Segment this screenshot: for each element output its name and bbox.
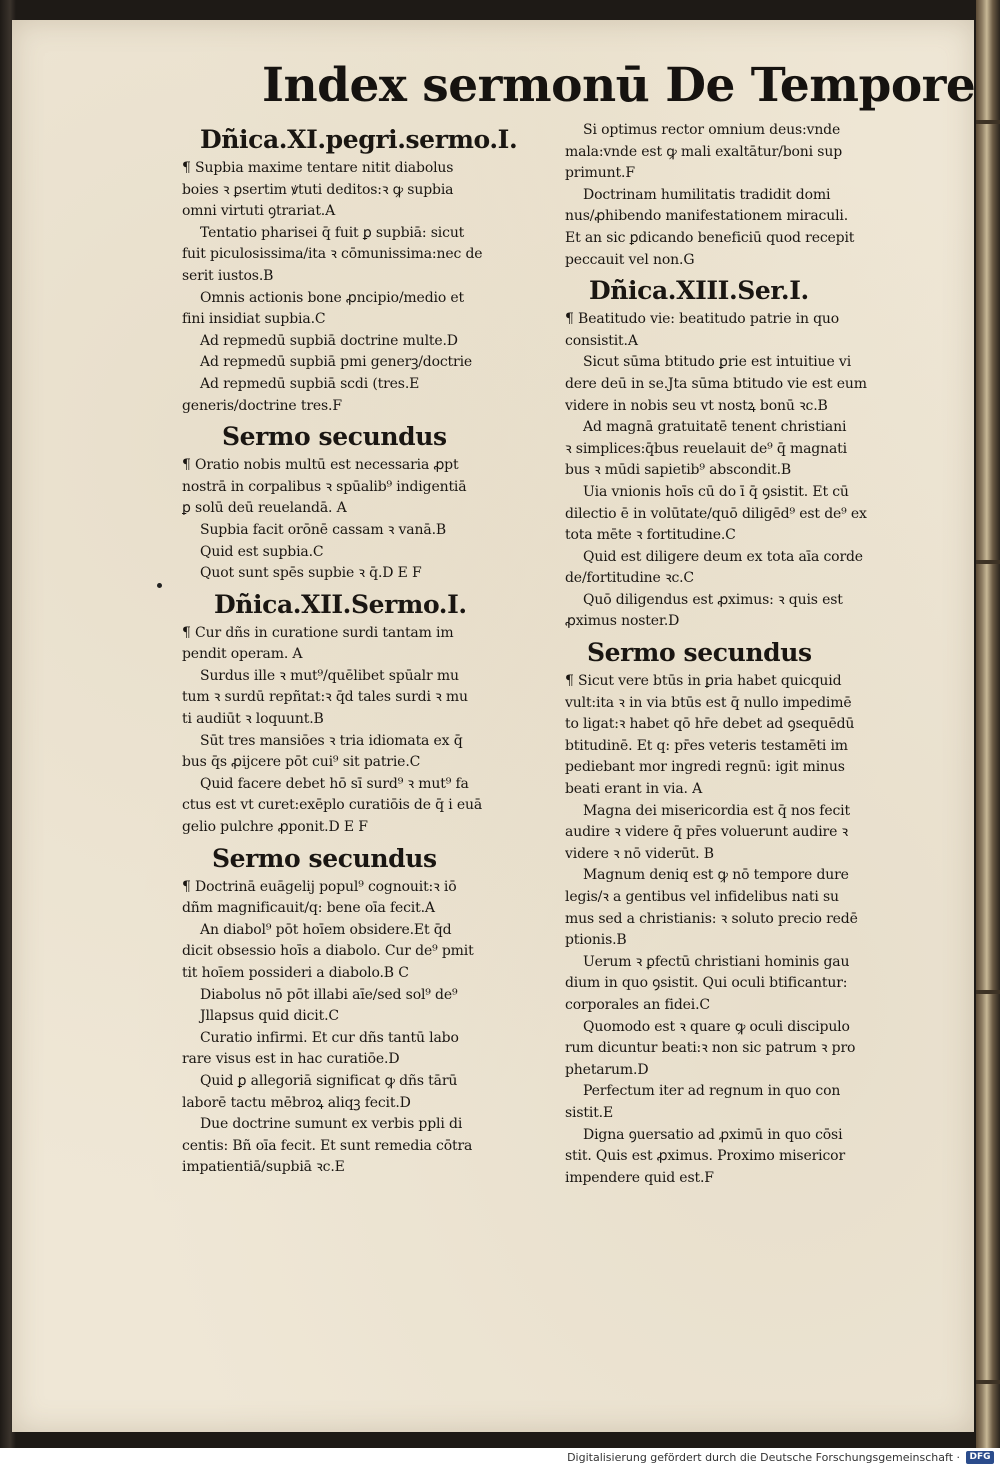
index-entry-line: ¶ Oratio nobis multū est necessaria ꝓpt (182, 457, 459, 474)
ink-spot (157, 583, 162, 588)
index-entry-line: ꝓximus noster.D (565, 613, 680, 630)
index-entry-line: tit hoīem possideri a diabolo.B C (182, 965, 409, 981)
index-entry-line: tum ꝛ surdū repñtat:ꝛ q̄d tales surdi ꝛ mu (182, 689, 468, 706)
index-entry-line: Sicut sūma btitudo ꝑrie est intuitiue vi (583, 354, 852, 371)
spine-band (976, 120, 1000, 124)
index-entry-line: vult:ita ꝛ in via btūs est q̄ nullo impedimē (565, 694, 852, 711)
index-entry-line: ¶ Sicut vere btūs in ꝑria habet quicquid (565, 673, 842, 690)
index-entry-line: Quid facere debet hō sī surd⁹ ꝛ mut⁹ fa (200, 775, 469, 792)
index-entry-line: Magnum deniq est ꝙ nō tempore dure (583, 867, 849, 884)
left-column (182, 120, 560, 1179)
index-entry-line: Jllapsus quid dicit.C (200, 1008, 339, 1025)
index-entry-line: Uia vnionis hoīs cū do ī q̄ ꝯsistit. Et cū (583, 483, 849, 500)
book-spine (976, 0, 1000, 1448)
index-entry-line: btitudinē. Et q: pr̄es veteris testamēti im (565, 737, 848, 754)
index-entry-line: de/fortitudine ꝛc.C (565, 570, 694, 587)
index-entry-line: Tentatio pharisei q̄ fuit ꝑ supbiā: sicut (200, 224, 465, 241)
index-entry-line: Diabolus nō pōt illabi aīe/sed sol⁹ de⁹ (200, 986, 458, 1003)
section-heading: Sermo secundus (587, 638, 812, 668)
spine-band (976, 990, 1000, 994)
funding-notice: Digitalisierung gefördert durch die Deutsche Forschungsgemeinschaft · (567, 1451, 960, 1464)
index-entry-line: Magna dei misericordia est q̄ nos fecit (583, 802, 850, 819)
index-entry-line: stit. Quis est ꝓximus. Proximo misericor (565, 1148, 845, 1165)
dfg-logo: DFG (966, 1451, 994, 1464)
index-entry-line: sistit.E (565, 1104, 614, 1121)
index-entry-line: Curatio infirmi. Et cur dñs tantū labo (200, 1029, 459, 1046)
index-entry-line: mus sed a christianis: ꝛ soluto precio redē (565, 910, 858, 927)
index-entry-line: legis/ꝛ a gentibus vel infidelibus nati su (565, 889, 839, 905)
index-entry-line: Sūt tres mansiōes ꝛ tria idiomata ex q̄ (200, 732, 463, 749)
index-entry-line: ptionis.B (565, 932, 627, 949)
index-entry-line: Quomodo est ꝛ quare ꝙ oculi discipulo (583, 1018, 850, 1035)
index-entry-line: boies ꝛ ꝑsertim ꝟtuti deditos:ꝛ ꝙ supbia (182, 181, 454, 198)
index-entry-line: gelio pulchre ꝓponit.D E F (182, 819, 368, 836)
index-entry-line: dicit obsessio hoīs a diabolo. Cur de⁹ pmit (182, 943, 474, 960)
index-entry-line: rare visus est in hac curatiōe.D (182, 1051, 400, 1068)
index-entry-line: ctus est vt curet:exēplo curatiōis de q̄ i euā (182, 797, 483, 814)
index-entry-line: nostrā in corpalibus ꝛ spūalib⁹ indigentiā (182, 478, 467, 495)
index-entry-line: dere deū in se.Jta sūma btitudo vie est eum (565, 375, 867, 392)
index-entry-line: fini insidiat supbia.C (182, 311, 326, 328)
index-entry-line: ꝛ simplices:q̄bus reuelauit de⁹ q̄ magnati (565, 440, 847, 457)
index-entry-line: Si optimus rector omnium deus:vnde (583, 122, 841, 138)
index-entry-line: Quid est diligere deum ex tota aīa corde (583, 548, 863, 565)
index-entry-line: dilectio ē in volūtate/quō diligēd⁹ est de⁹ ex (565, 505, 867, 522)
index-entry-line: dñm magnificauit/q: bene oīa fecit.A (182, 900, 435, 917)
index-entry-line: Quot sunt spēs supbie ꝛ q̄.D E F (200, 565, 422, 582)
spine-band (976, 1380, 1000, 1384)
index-entry-line: An diabol⁹ pōt hoīem obsidere.Et q̄d (200, 921, 452, 938)
index-entry-line: to ligat:ꝛ habet qō hr̄e debet ad ꝯsequēdū (565, 716, 855, 733)
index-entry-line: Ad magnā gratuitatē tenent christiani (583, 419, 847, 436)
index-entry-line: ¶ Beatitudo vie: beatitudo patrie in quo (565, 311, 840, 328)
index-entry-line: Et an sic ꝑdicando beneficiū quod recepit (565, 229, 855, 246)
index-entry-line: centis: Bñ oīa fecit. Et sunt remedia cōtra (182, 1137, 473, 1154)
index-entry-line: Due doctrine sumunt ex verbis ppli di (200, 1116, 463, 1133)
index-entry-line: ¶ Supbia maxime tentare nitit diabolus (182, 160, 454, 176)
index-entry-line: Ad repmedū supbiā pmi generꝫ/doctrie (200, 354, 473, 371)
section-heading: Sermo secundus (212, 843, 437, 873)
index-entry-line: serit iustos.B (182, 267, 274, 284)
index-entry-line: Ad repmedū supbiā scdi (tres.E (200, 375, 420, 392)
index-entry-line: Quid est supbia.C (200, 543, 324, 560)
index-entry-line: pediebant mor ingredi regnū: igit minus (565, 759, 845, 776)
index-entry-line: mala:vnde est ꝙ mali exaltātur/boni sup (565, 143, 843, 160)
index-entry-line: videre in nobis seu vt nostꝝ bonū ꝛc.B (565, 397, 828, 414)
index-entry-line: Surdus ille ꝛ mut⁹/quēlibet spūalr mu (200, 667, 459, 684)
index-entry-line: generis/doctrine tres.F (182, 397, 342, 414)
index-entry-line: primunt.F (565, 165, 635, 182)
section-heading: Sermo secundus (222, 422, 447, 452)
index-entry-line: Perfectum iter ad regnum in quo con (583, 1083, 841, 1100)
index-entry-line: rum dicuntur beati:ꝛ non sic patrum ꝛ pro (565, 1040, 856, 1057)
index-entry-line: audire ꝛ videre q̄ pr̄es voluerunt audire ꝛ (565, 824, 849, 841)
index-entry-line: fuit piculosissima/ita ꝛ cōmunissima:nec de (182, 246, 483, 263)
spine-band (976, 560, 1000, 564)
footer-bar (0, 1448, 1000, 1468)
index-entry-line: tota mēte ꝛ fortitudine.C (565, 527, 736, 544)
index-entry-line: nus/ꝓhibendo manifestationem miraculi. (565, 208, 849, 225)
index-entry-line: beati erant in via. A (565, 781, 703, 798)
right-column (565, 120, 931, 1189)
index-entry-line: videre ꝛ nō viderūt. B (565, 845, 714, 862)
index-entry-line: Doctrinam humilitatis tradidit domi (583, 186, 831, 203)
index-entry-line: ti audiūt ꝛ loquunt.B (182, 711, 324, 728)
index-entry-line: pendit operam. A (182, 646, 303, 663)
section-heading: Dñica.XII.Sermo.I. (214, 589, 467, 619)
section-heading: Dñica.XIII.Ser.I. (589, 276, 809, 306)
index-entry-line: peccauit vel non.G (565, 251, 695, 268)
index-entry-line: Uerum ꝛ ꝑfectū christiani hominis gau (583, 953, 850, 970)
index-entry-line: ¶ Cur dñs in curatione surdi tantam im (182, 624, 454, 641)
index-entry-line: bus q̄s ꝓijcere pōt cui⁹ sit patrie.C (182, 754, 421, 771)
index-entry-line: ꝑ solū deū reuelandā. A (182, 500, 347, 517)
index-entry-line: impendere quid est.F (565, 1169, 714, 1186)
index-entry-line: Digna ꝯuersatio ad ꝓximū in quo cōsi (583, 1126, 843, 1143)
page-title: Index sermonū De Tempore (262, 58, 976, 113)
index-entry-line: corporales an fidei.C (565, 996, 710, 1013)
index-entry-line: consistit.A (565, 332, 638, 349)
section-heading: Dñica.XI.pegri.sermo.I. (200, 125, 518, 154)
index-entry-line: Quō diligendus est ꝓximus: ꝛ quis est (583, 591, 843, 608)
index-entry-line: omni virtuti ꝯtrariat.A (182, 203, 336, 220)
index-entry-line: Supbia facit orōnē cassam ꝛ vanā.B (200, 521, 447, 538)
index-entry-line: Ad repmedū supbiā doctrine multe.D (200, 332, 458, 349)
index-entry-line: Omnis actionis bone ꝓncipio/medio et (200, 289, 465, 306)
index-entry-line: impatientiā/supbiā ꝛc.E (182, 1159, 345, 1176)
index-entry-line: ¶ Doctrinā euāgelij popul⁹ cognouit:ꝛ iō (182, 878, 457, 895)
index-entry-line: laborē tactu mēbroꝝ aliqꝫ fecit.D (182, 1094, 411, 1111)
index-entry-line: dium in quo ꝯsistit. Qui oculi btificantur: (565, 975, 848, 992)
index-entry-line: phetarum.D (565, 1061, 649, 1078)
index-entry-line: bus ꝛ mūdi sapietib⁹ abscondit.B (565, 462, 792, 479)
index-entry-line: Quid ꝑ allegoriā significat ꝙ dñs tārū (200, 1072, 458, 1089)
